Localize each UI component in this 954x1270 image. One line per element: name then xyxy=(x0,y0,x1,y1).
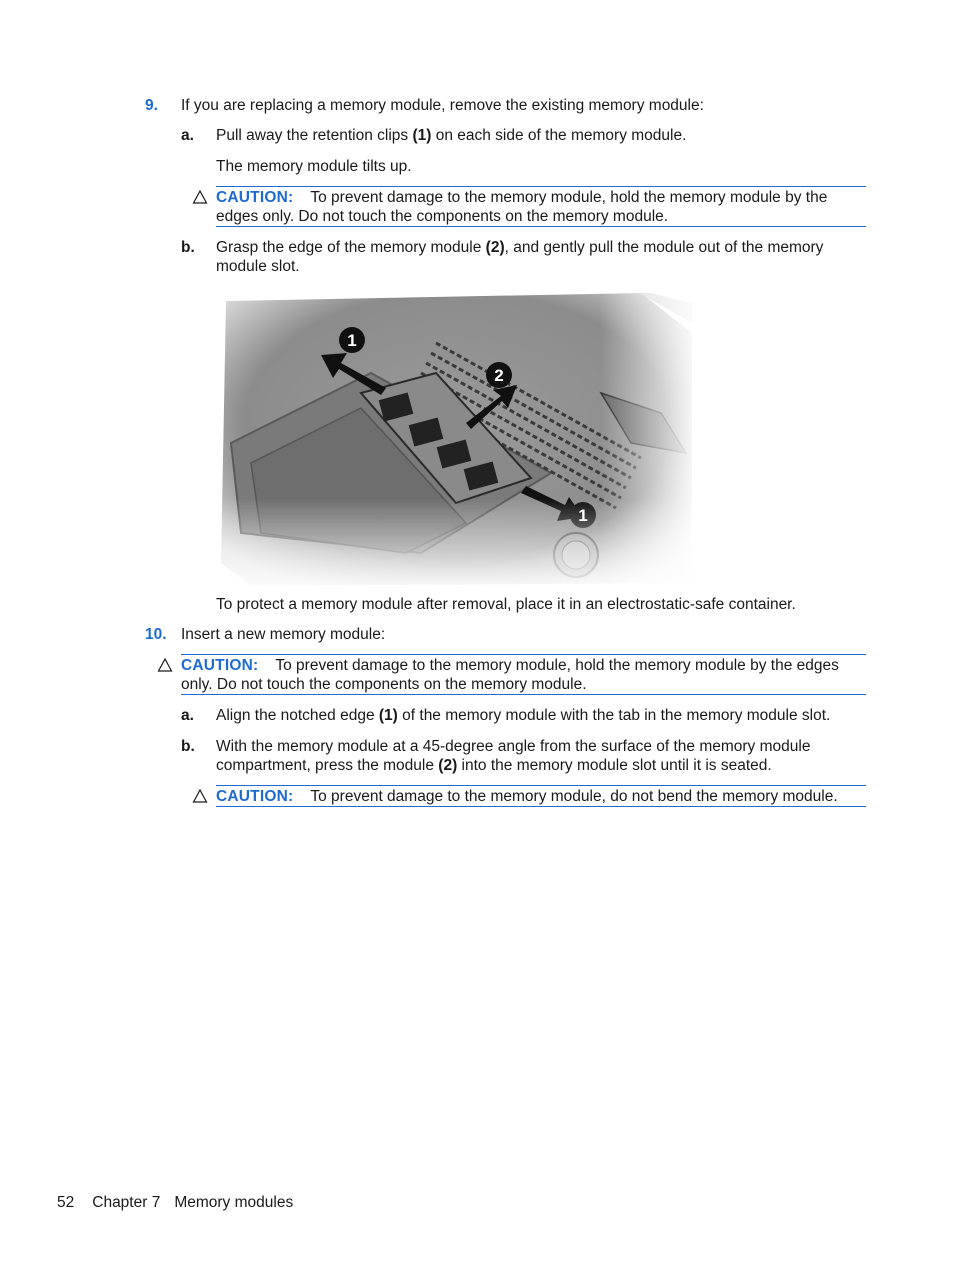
step-9b-text-2: module slot. xyxy=(216,258,300,275)
caution-rule-top xyxy=(216,785,866,786)
caution-rule-bottom xyxy=(181,694,866,695)
caution-1-line-1: CAUTION: To prevent damage to the memory module, hold the memory module by the xyxy=(216,189,828,206)
callout-ref: (2) xyxy=(485,239,505,256)
step-9-number: 9. xyxy=(145,97,158,114)
page-footer xyxy=(57,1193,293,1212)
caution-triangle-icon xyxy=(192,189,208,205)
caution-rule-bottom xyxy=(216,226,866,227)
step-10b-text: With the memory module at a 45-degree angle from the surface of the memory module xyxy=(216,738,811,755)
memory-module-removal-figure xyxy=(221,293,692,586)
caution-triangle-icon xyxy=(157,657,173,673)
caution-rule-bottom xyxy=(216,806,866,807)
step-10-number: 10. xyxy=(145,626,167,643)
caution-triangle-icon xyxy=(192,788,208,804)
step-9-text: If you are replacing a memory module, remove the existing memory module: xyxy=(181,97,704,114)
chapter-title: Memory modules xyxy=(174,1194,294,1211)
caution-3-line-1: CAUTION: To prevent damage to the memory module, do not bend the memory module. xyxy=(216,788,838,805)
callout-ref: (2) xyxy=(438,757,458,774)
chapter-label: Chapter 7 xyxy=(92,1194,161,1211)
caution-1-line-2: edges only. Do not touch the components on the memory module. xyxy=(216,208,669,225)
step-10-text: Insert a new memory module: xyxy=(181,626,386,643)
step-10a-label: a. xyxy=(181,707,194,724)
step-9a-label: a. xyxy=(181,127,194,144)
after-figure-text: To protect a memory module after removal, place it in an electrostatic-safe container. xyxy=(216,596,796,613)
caution-rule-top xyxy=(181,654,866,655)
caution-rule-top xyxy=(216,186,866,187)
step-10b-label: b. xyxy=(181,738,195,755)
page-number: 52 xyxy=(57,1194,75,1211)
step-9a-note: The memory module tilts up. xyxy=(216,158,412,175)
step-9a-text: Pull away the retention clips (1) on each side of the memory module. xyxy=(216,127,687,144)
step-10b-text-2: compartment, press the module (2) into the memory module slot until it is seated. xyxy=(216,757,772,774)
caution-2-line-2: only. Do not touch the components on the memory module. xyxy=(181,676,587,693)
caution-2-line-1: CAUTION: To prevent damage to the memory module, hold the memory module by the edges xyxy=(181,657,839,674)
step-9b-text: Grasp the edge of the memory module (2), and gently pull the module out of the memory xyxy=(216,239,824,256)
callout-ref: (1) xyxy=(378,707,398,724)
step-10a-text: Align the notched edge (1) of the memory module with the tab in the memory module slot. xyxy=(216,707,831,724)
callout-ref: (1) xyxy=(412,127,432,144)
step-9b-label: b. xyxy=(181,239,195,256)
